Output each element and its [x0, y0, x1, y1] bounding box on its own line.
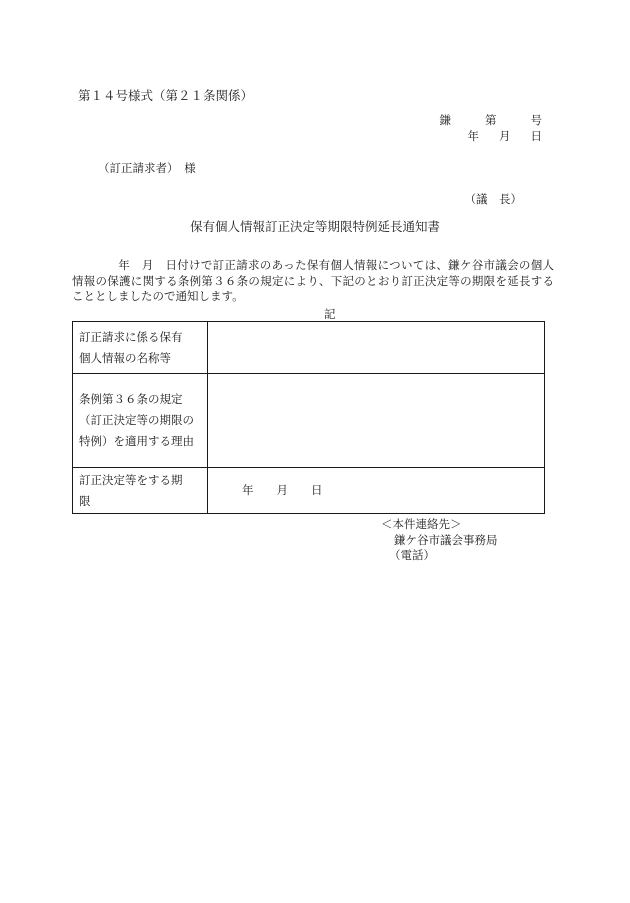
table-row	[73, 374, 545, 468]
date-line	[468, 129, 543, 143]
sender-chair: （議 長）	[464, 192, 522, 206]
form-number: 第１４号様式（第２１条関係）	[78, 88, 254, 103]
label-line: 特例）を適用する理由	[79, 434, 194, 448]
table-row	[73, 322, 545, 374]
document-number-line	[440, 113, 543, 127]
row-label	[73, 468, 208, 514]
ki-marker: 記	[324, 307, 336, 321]
label-line: 限	[79, 493, 91, 508]
contact-office: 鎌ケ谷市議会事務局	[394, 532, 498, 547]
document-number-suffix: 号	[530, 113, 542, 127]
document-title: 保有個人情報訂正決定等期限特例延長通知書	[189, 219, 440, 234]
date-month: 月	[499, 129, 511, 143]
body-text: 年 月 日付けで訂正請求のあった保有個人情報については、鎌ケ谷市議会の個人情報の保護に関する条例第３６条の規定により、下記のとおり訂正決定等の期限を延長することとしましたので通知します。	[72, 258, 554, 303]
contact-phone: （電話）	[389, 548, 435, 562]
deadline-date: 年 月 日	[208, 468, 545, 514]
body-paragraph	[72, 258, 554, 305]
row-value	[208, 374, 545, 468]
document-number-mid: 第	[485, 113, 497, 127]
row-label	[73, 374, 208, 468]
document-number-prefix: 鎌	[439, 113, 451, 127]
addressee: （訂正請求者） 様	[98, 161, 196, 175]
label-line: 訂正請求に係る保有	[79, 329, 183, 344]
label-line: 条例第３６条の規定	[79, 392, 183, 406]
contact-heading: ＜本件連絡先＞	[381, 517, 462, 531]
contact-block	[381, 517, 498, 564]
label-line: 訂正決定等をする期	[79, 472, 183, 487]
info-table	[72, 321, 545, 514]
date-year: 年	[467, 129, 479, 143]
row-label	[73, 322, 208, 374]
label-line: 個人情報の名称等	[79, 350, 171, 365]
label-line: （訂正決定等の期限の	[79, 413, 194, 427]
row-value	[208, 322, 545, 374]
table-row	[73, 468, 545, 514]
date-day: 日	[530, 129, 542, 143]
